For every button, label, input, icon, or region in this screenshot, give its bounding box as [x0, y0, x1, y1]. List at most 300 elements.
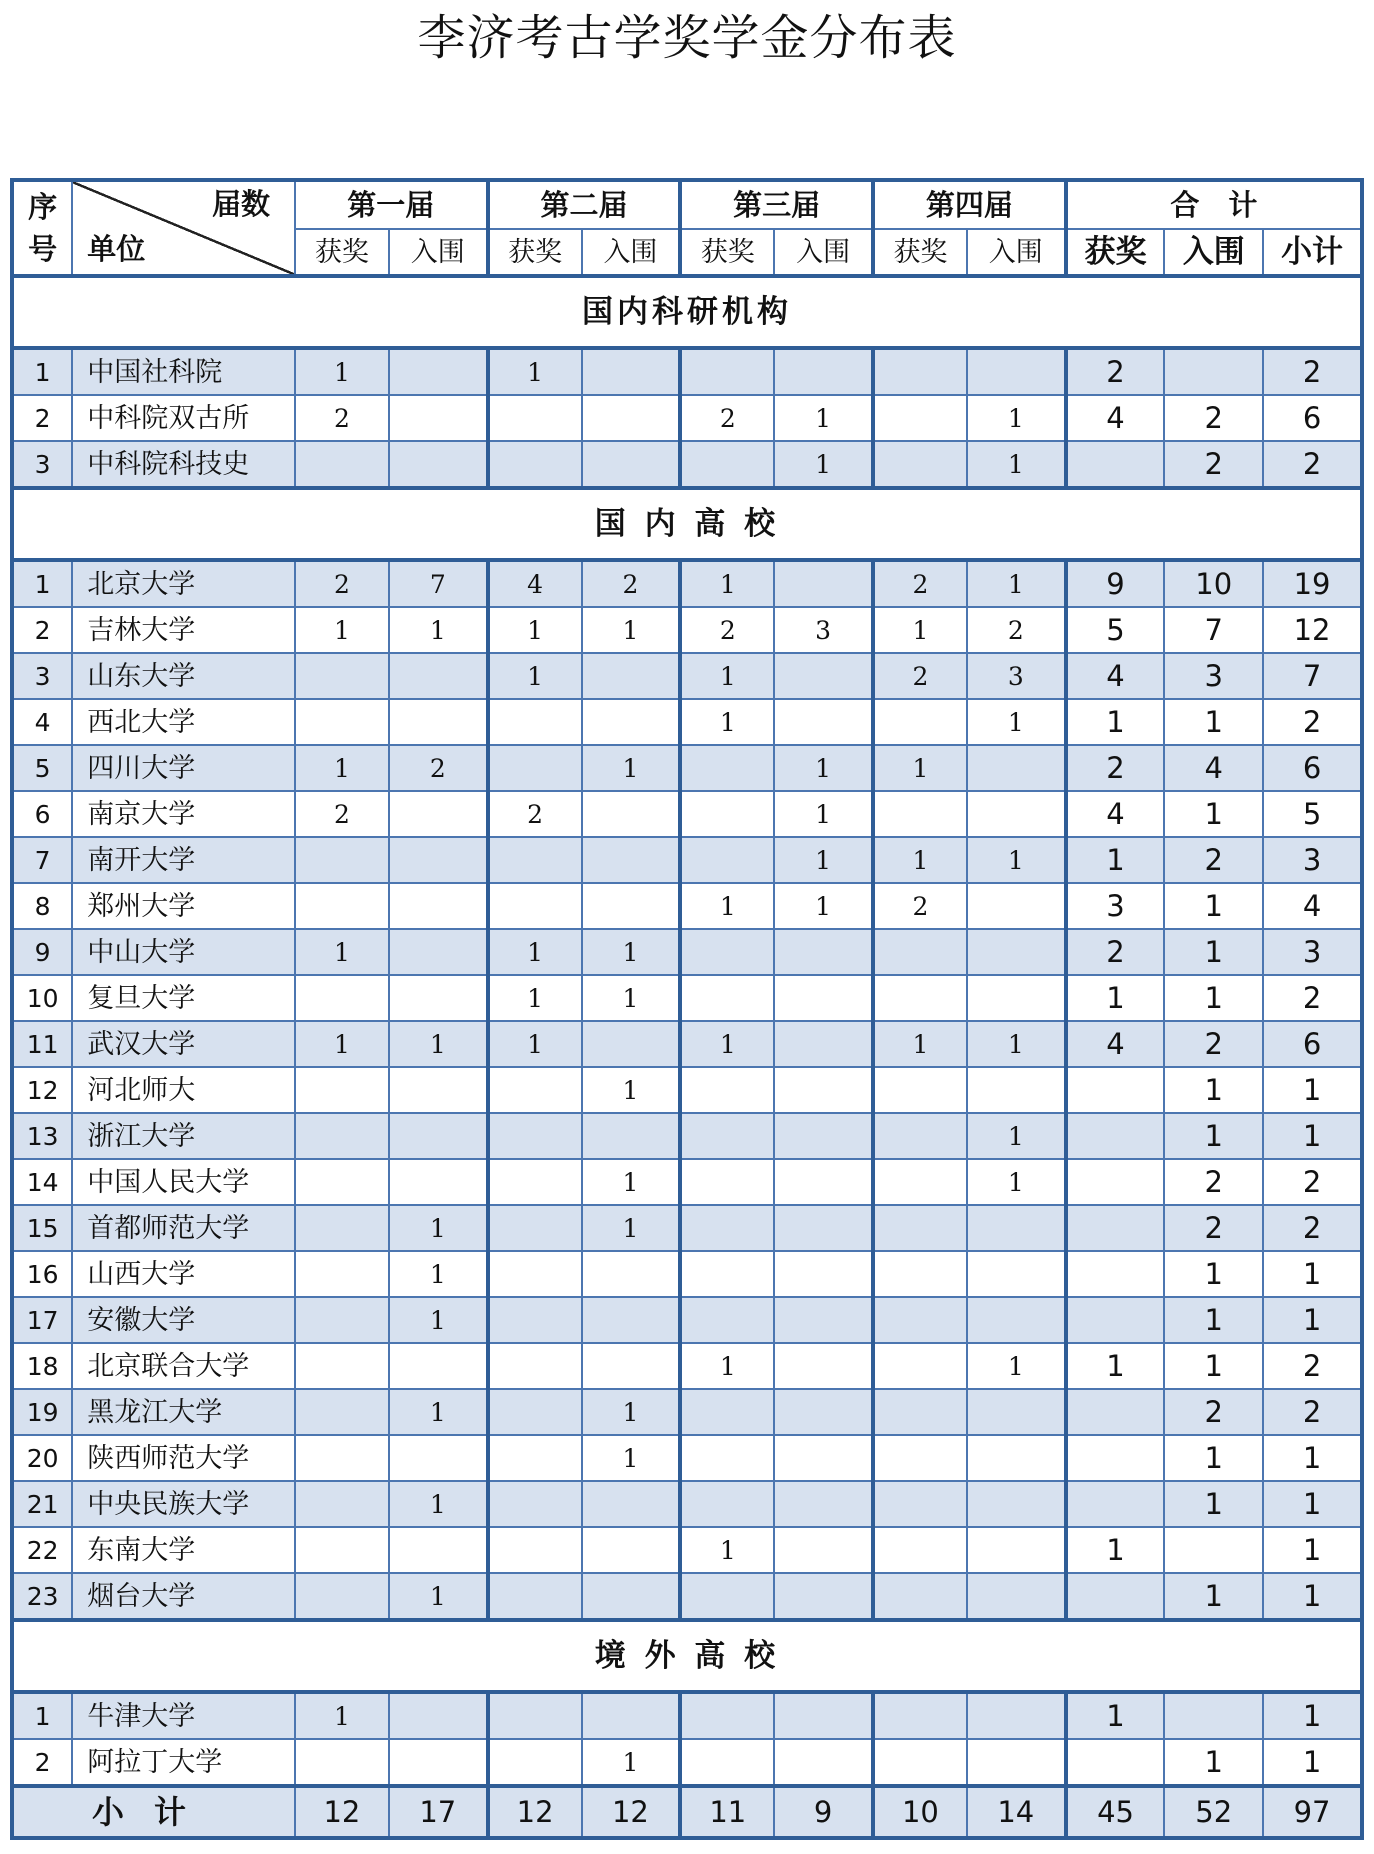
- count-cell: [774, 1573, 873, 1620]
- count-cell: [680, 348, 774, 395]
- institution-name: 烟台大学: [72, 1573, 295, 1620]
- scholarship-table: [10, 178, 1364, 1840]
- row-number: 3: [12, 653, 72, 699]
- count-cell: [873, 1343, 967, 1389]
- award-header: 获奖: [873, 229, 967, 276]
- count-cell: [389, 791, 488, 837]
- table-row: [12, 1159, 1362, 1205]
- row-subtotal: 7: [1263, 653, 1362, 699]
- count-cell: 1: [582, 1739, 681, 1786]
- table-row: [12, 560, 1362, 607]
- total-shortlist: 1: [1164, 1739, 1263, 1786]
- count-cell: 3: [967, 653, 1066, 699]
- table-row: [12, 1021, 1362, 1067]
- count-cell: [389, 348, 488, 395]
- count-cell: [873, 1739, 967, 1786]
- footer-cell: 12: [582, 1786, 681, 1838]
- total-shortlist: [1164, 348, 1263, 395]
- count-cell: [967, 1481, 1066, 1527]
- count-cell: 1: [582, 1159, 681, 1205]
- row-subtotal: 2: [1263, 1343, 1362, 1389]
- count-cell: 1: [582, 1389, 681, 1435]
- count-cell: [967, 1297, 1066, 1343]
- row-number: 23: [12, 1573, 72, 1620]
- row-subtotal: 6: [1263, 745, 1362, 791]
- count-cell: [873, 1205, 967, 1251]
- count-cell: 1: [680, 653, 774, 699]
- count-cell: 1: [967, 1113, 1066, 1159]
- footer-shortlist: 52: [1164, 1786, 1263, 1838]
- total-shortlist: 1: [1164, 1297, 1263, 1343]
- count-cell: [774, 1692, 873, 1739]
- row-number: 1: [12, 1692, 72, 1739]
- total-award: [1066, 1435, 1165, 1481]
- count-cell: [582, 1692, 681, 1739]
- total-shortlist: 10: [1164, 560, 1263, 607]
- institution-name: 郑州大学: [72, 883, 295, 929]
- institution-name: 山西大学: [72, 1251, 295, 1297]
- count-cell: [774, 929, 873, 975]
- total-shortlist: 2: [1164, 395, 1263, 441]
- table-row: [12, 1067, 1362, 1113]
- count-cell: [389, 699, 488, 745]
- session-header-2: 第二届: [488, 180, 681, 229]
- section-title: 国 内 高 校: [12, 488, 1362, 560]
- xuhao-top: 序: [28, 190, 58, 224]
- count-cell: 1: [680, 1527, 774, 1573]
- table-row: [12, 1481, 1362, 1527]
- xuhao-bottom: 号: [28, 232, 58, 266]
- count-cell: [873, 1159, 967, 1205]
- count-cell: [680, 1205, 774, 1251]
- table-row: [12, 1113, 1362, 1159]
- total-shortlist: 4: [1164, 745, 1263, 791]
- count-cell: 2: [582, 560, 681, 607]
- institution-name: 四川大学: [72, 745, 295, 791]
- count-cell: 1: [680, 699, 774, 745]
- row-number: 21: [12, 1481, 72, 1527]
- total-award: 4: [1066, 1021, 1165, 1067]
- count-cell: [488, 1205, 582, 1251]
- row-subtotal: 2: [1263, 348, 1362, 395]
- total-award: 9: [1066, 560, 1165, 607]
- footer-cell: 14: [967, 1786, 1066, 1838]
- footer-row: [12, 1786, 1362, 1838]
- count-cell: 1: [488, 975, 582, 1021]
- count-cell: [582, 653, 681, 699]
- count-cell: [389, 441, 488, 488]
- session-header-1: 第一届: [295, 180, 488, 229]
- count-cell: [967, 1692, 1066, 1739]
- count-cell: [873, 1113, 967, 1159]
- total-shortlist-header: 入围: [1164, 229, 1263, 276]
- count-cell: [774, 1113, 873, 1159]
- count-cell: [488, 1251, 582, 1297]
- row-number: 3: [12, 441, 72, 488]
- row-number: 18: [12, 1343, 72, 1389]
- count-cell: [582, 441, 681, 488]
- section-title: 境 外 高 校: [12, 1620, 1362, 1692]
- count-cell: 1: [582, 929, 681, 975]
- total-award: 1: [1066, 1527, 1165, 1573]
- count-cell: [774, 1159, 873, 1205]
- section-row: [12, 488, 1362, 560]
- row-number: 11: [12, 1021, 72, 1067]
- row-subtotal: 2: [1263, 1159, 1362, 1205]
- total-shortlist: 1: [1164, 1481, 1263, 1527]
- count-cell: [389, 1527, 488, 1573]
- row-subtotal: 3: [1263, 837, 1362, 883]
- table-row: [12, 1527, 1362, 1573]
- total-award: [1066, 1251, 1165, 1297]
- count-cell: [774, 1205, 873, 1251]
- count-cell: [680, 929, 774, 975]
- total-award: 4: [1066, 653, 1165, 699]
- corner-top-label: 届数: [211, 187, 270, 221]
- row-number: 20: [12, 1435, 72, 1481]
- corner-header: [72, 180, 295, 276]
- count-cell: 1: [582, 1435, 681, 1481]
- count-cell: 2: [873, 653, 967, 699]
- total-shortlist: 7: [1164, 607, 1263, 653]
- session-header-4: 第四届: [873, 180, 1066, 229]
- shortlist-header: 入围: [967, 229, 1066, 276]
- section-row: [12, 1620, 1362, 1692]
- institution-name: 南京大学: [72, 791, 295, 837]
- count-cell: [774, 653, 873, 699]
- count-cell: [582, 1481, 681, 1527]
- count-cell: [680, 441, 774, 488]
- count-cell: 1: [774, 791, 873, 837]
- count-cell: 1: [967, 837, 1066, 883]
- count-cell: [873, 1389, 967, 1435]
- institution-name: 中科院科技史: [72, 441, 295, 488]
- row-subtotal: 1: [1263, 1435, 1362, 1481]
- count-cell: [774, 1739, 873, 1786]
- row-number: 7: [12, 837, 72, 883]
- total-shortlist: 3: [1164, 653, 1263, 699]
- total-award: 1: [1066, 837, 1165, 883]
- count-cell: [582, 883, 681, 929]
- count-cell: 2: [967, 607, 1066, 653]
- count-cell: [389, 1067, 488, 1113]
- count-cell: [295, 1343, 389, 1389]
- table-row: [12, 1389, 1362, 1435]
- institution-name: 北京大学: [72, 560, 295, 607]
- row-subtotal: 3: [1263, 929, 1362, 975]
- total-shortlist: 1: [1164, 1343, 1263, 1389]
- institution-name: 南开大学: [72, 837, 295, 883]
- total-shortlist: 1: [1164, 929, 1263, 975]
- count-cell: [295, 1067, 389, 1113]
- count-cell: 2: [680, 607, 774, 653]
- count-cell: [295, 1481, 389, 1527]
- shortlist-header: 入围: [389, 229, 488, 276]
- total-award: 4: [1066, 395, 1165, 441]
- row-number: 2: [12, 607, 72, 653]
- total-award: 1: [1066, 975, 1165, 1021]
- row-number: 22: [12, 1527, 72, 1573]
- count-cell: [389, 1159, 488, 1205]
- count-cell: [582, 1343, 681, 1389]
- total-shortlist: 1: [1164, 883, 1263, 929]
- table-row: [12, 929, 1362, 975]
- institution-name: 阿拉丁大学: [72, 1739, 295, 1786]
- count-cell: [680, 1067, 774, 1113]
- count-cell: [488, 1739, 582, 1786]
- row-number: 13: [12, 1113, 72, 1159]
- count-cell: 1: [967, 699, 1066, 745]
- count-cell: [582, 1297, 681, 1343]
- count-cell: [389, 395, 488, 441]
- count-cell: 3: [774, 607, 873, 653]
- count-cell: [488, 1389, 582, 1435]
- count-cell: [488, 1113, 582, 1159]
- count-cell: [873, 1573, 967, 1620]
- count-cell: [774, 1435, 873, 1481]
- count-cell: 1: [873, 607, 967, 653]
- row-subtotal: 1: [1263, 1527, 1362, 1573]
- count-cell: [873, 1527, 967, 1573]
- count-cell: 1: [873, 837, 967, 883]
- count-cell: [680, 1573, 774, 1620]
- count-cell: [582, 1573, 681, 1620]
- total-award: [1066, 1739, 1165, 1786]
- footer-subtotal: 97: [1263, 1786, 1362, 1838]
- total-shortlist: 1: [1164, 1113, 1263, 1159]
- total-shortlist: 1: [1164, 1573, 1263, 1620]
- count-cell: [680, 1389, 774, 1435]
- institution-name: 中科院双古所: [72, 395, 295, 441]
- count-cell: [873, 441, 967, 488]
- count-cell: [488, 1573, 582, 1620]
- count-cell: [488, 699, 582, 745]
- total-award: [1066, 1067, 1165, 1113]
- row-subtotal: 2: [1263, 1205, 1362, 1251]
- count-cell: [582, 791, 681, 837]
- count-cell: [873, 929, 967, 975]
- count-cell: [389, 929, 488, 975]
- header-row-1: [12, 180, 1362, 229]
- total-award: 2: [1066, 348, 1165, 395]
- count-cell: [873, 1251, 967, 1297]
- count-cell: [873, 699, 967, 745]
- page-title: 李济考古学奖学金分布表: [417, 10, 957, 66]
- count-cell: 1: [389, 1297, 488, 1343]
- row-subtotal: 1: [1263, 1113, 1362, 1159]
- institution-name: 中国人民大学: [72, 1159, 295, 1205]
- count-cell: 1: [582, 1067, 681, 1113]
- count-cell: 1: [295, 1692, 389, 1739]
- total-shortlist: 1: [1164, 791, 1263, 837]
- count-cell: [873, 1435, 967, 1481]
- count-cell: 1: [774, 441, 873, 488]
- total-shortlist: 1: [1164, 1067, 1263, 1113]
- row-number: 17: [12, 1297, 72, 1343]
- count-cell: 1: [488, 929, 582, 975]
- count-cell: [873, 1692, 967, 1739]
- footer-cell: 12: [295, 1786, 389, 1838]
- count-cell: [967, 348, 1066, 395]
- count-cell: [389, 1343, 488, 1389]
- count-cell: 1: [389, 1573, 488, 1620]
- table-row: [12, 653, 1362, 699]
- total-award: 1: [1066, 699, 1165, 745]
- total-award: [1066, 1573, 1165, 1620]
- table-body: [12, 276, 1362, 1786]
- total-award: 4: [1066, 791, 1165, 837]
- count-cell: 1: [967, 395, 1066, 441]
- count-cell: [295, 1113, 389, 1159]
- total-award: [1066, 1159, 1165, 1205]
- count-cell: 2: [488, 791, 582, 837]
- total-award: [1066, 1297, 1165, 1343]
- table-row: [12, 395, 1362, 441]
- count-cell: [389, 1692, 488, 1739]
- institution-name: 中央民族大学: [72, 1481, 295, 1527]
- count-cell: [774, 348, 873, 395]
- count-cell: 1: [967, 1021, 1066, 1067]
- count-cell: [680, 975, 774, 1021]
- count-cell: [295, 1159, 389, 1205]
- total-award: [1066, 1113, 1165, 1159]
- row-number: 19: [12, 1389, 72, 1435]
- count-cell: [295, 1205, 389, 1251]
- count-cell: 1: [295, 348, 389, 395]
- count-cell: [582, 1251, 681, 1297]
- footer-cell: 11: [680, 1786, 774, 1838]
- row-subtotal: 2: [1263, 975, 1362, 1021]
- row-subtotal: 2: [1263, 699, 1362, 745]
- count-cell: [774, 560, 873, 607]
- count-cell: [967, 1389, 1066, 1435]
- row-subtotal: 1: [1263, 1739, 1362, 1786]
- footer-cell: 9: [774, 1786, 873, 1838]
- table-row: [12, 699, 1362, 745]
- total-shortlist: 2: [1164, 1205, 1263, 1251]
- count-cell: [967, 1435, 1066, 1481]
- count-cell: 2: [389, 745, 488, 791]
- count-cell: [582, 395, 681, 441]
- row-number: 2: [12, 395, 72, 441]
- row-subtotal: 1: [1263, 1297, 1362, 1343]
- footer-label: 小计: [12, 1786, 295, 1838]
- total-award: [1066, 1205, 1165, 1251]
- total-shortlist: 1: [1164, 1435, 1263, 1481]
- footer-award: 45: [1066, 1786, 1165, 1838]
- row-number: 1: [12, 348, 72, 395]
- count-cell: [295, 441, 389, 488]
- count-cell: [967, 1739, 1066, 1786]
- count-cell: [389, 883, 488, 929]
- award-header: 获奖: [295, 229, 389, 276]
- count-cell: 1: [774, 395, 873, 441]
- count-cell: [582, 1527, 681, 1573]
- count-cell: [582, 1113, 681, 1159]
- count-cell: [680, 1692, 774, 1739]
- count-cell: [582, 837, 681, 883]
- count-cell: 1: [389, 1251, 488, 1297]
- count-cell: 1: [488, 653, 582, 699]
- count-cell: [582, 348, 681, 395]
- institution-name: 安徽大学: [72, 1297, 295, 1343]
- count-cell: [680, 745, 774, 791]
- count-cell: [389, 1435, 488, 1481]
- award-header: 获奖: [680, 229, 774, 276]
- row-subtotal: 6: [1263, 395, 1362, 441]
- institution-name: 吉林大学: [72, 607, 295, 653]
- row-subtotal: 1: [1263, 1692, 1362, 1739]
- count-cell: [295, 1297, 389, 1343]
- row-subtotal: 2: [1263, 1389, 1362, 1435]
- count-cell: [774, 1297, 873, 1343]
- institution-name: 东南大学: [72, 1527, 295, 1573]
- row-number: 2: [12, 1739, 72, 1786]
- row-number: 16: [12, 1251, 72, 1297]
- row-number: 14: [12, 1159, 72, 1205]
- count-cell: [774, 975, 873, 1021]
- institution-name: 黑龙江大学: [72, 1389, 295, 1435]
- total-shortlist: 2: [1164, 837, 1263, 883]
- table-row: [12, 1739, 1362, 1786]
- count-cell: [488, 1481, 582, 1527]
- row-subtotal: 1: [1263, 1573, 1362, 1620]
- count-cell: [488, 1527, 582, 1573]
- count-cell: 2: [295, 791, 389, 837]
- table-row: [12, 1435, 1362, 1481]
- table-row: [12, 1692, 1362, 1739]
- footer-cell: 12: [488, 1786, 582, 1838]
- table-row: [12, 745, 1362, 791]
- count-cell: [967, 929, 1066, 975]
- total-shortlist: 1: [1164, 1251, 1263, 1297]
- total-award: [1066, 441, 1165, 488]
- institution-name: 西北大学: [72, 699, 295, 745]
- total-shortlist: 1: [1164, 975, 1263, 1021]
- count-cell: [488, 1692, 582, 1739]
- count-cell: 1: [389, 1021, 488, 1067]
- row-number: 8: [12, 883, 72, 929]
- xuhao-header: [12, 180, 72, 276]
- count-cell: [873, 1481, 967, 1527]
- count-cell: 1: [582, 975, 681, 1021]
- count-cell: [680, 1481, 774, 1527]
- count-cell: 1: [488, 607, 582, 653]
- count-cell: [680, 837, 774, 883]
- count-cell: [774, 1389, 873, 1435]
- count-cell: 4: [488, 560, 582, 607]
- count-cell: 2: [873, 560, 967, 607]
- row-number: 12: [12, 1067, 72, 1113]
- count-cell: 1: [389, 1389, 488, 1435]
- institution-name: 陕西师范大学: [72, 1435, 295, 1481]
- table-row: [12, 883, 1362, 929]
- row-subtotal: 1: [1263, 1067, 1362, 1113]
- count-cell: [582, 1021, 681, 1067]
- total-award: [1066, 1389, 1165, 1435]
- row-subtotal: 4: [1263, 883, 1362, 929]
- count-cell: [295, 1251, 389, 1297]
- count-cell: 1: [295, 607, 389, 653]
- total-shortlist: 2: [1164, 1159, 1263, 1205]
- count-cell: [873, 975, 967, 1021]
- total-shortlist: 2: [1164, 1389, 1263, 1435]
- subtotal-header: 小计: [1263, 229, 1362, 276]
- count-cell: 1: [774, 883, 873, 929]
- count-cell: [488, 1343, 582, 1389]
- count-cell: 1: [774, 837, 873, 883]
- institution-name: 复旦大学: [72, 975, 295, 1021]
